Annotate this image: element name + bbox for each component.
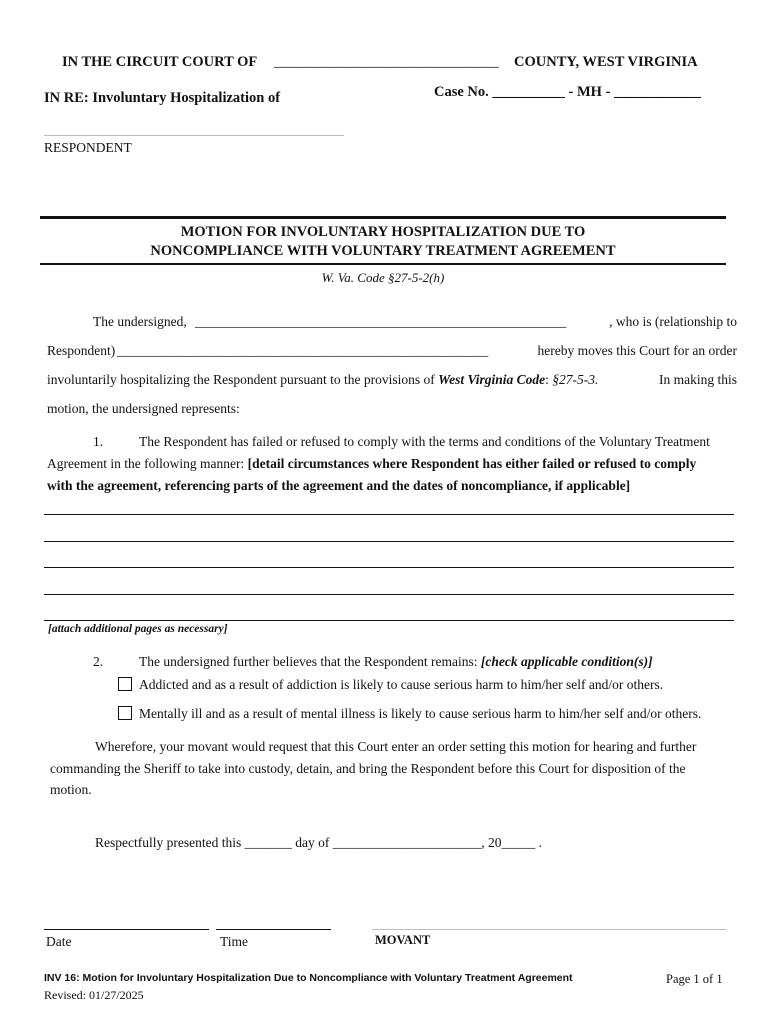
answer-line-2[interactable] (44, 541, 734, 542)
answer-line-1[interactable] (44, 514, 734, 515)
wv-code-ref: West Virginia Code (438, 372, 546, 387)
item-2-number: 2. (93, 654, 104, 669)
footer-form-title: INV 16: Motion for Involuntary Hospitalization Due to Noncompliance with Voluntary Treatment Agreement (44, 972, 573, 984)
movant-signature-line[interactable] (372, 929, 726, 930)
time-label: Time (220, 934, 249, 949)
section-ref: §27-5-3. (552, 372, 599, 387)
title-top-rule (40, 216, 726, 219)
checkbox-addicted[interactable] (118, 677, 132, 691)
in-re-line: IN RE: Involuntary Hospitalization of (44, 90, 281, 106)
item-1-number: 1. (93, 434, 104, 449)
respondent-name-line[interactable] (44, 135, 344, 136)
wherefore-line-1: Wherefore, your movant would request that this Court enter an order setting this motion for hearing and further (95, 739, 697, 754)
item-2-instruction: [check applicable condition(s)] (480, 654, 653, 669)
relationship-blank[interactable]: _______________________________________________________ (117, 343, 489, 358)
court-line-left: IN THE CIRCUIT COURT OF (62, 54, 258, 70)
intro-line-1-start: The undersigned, (93, 314, 187, 329)
answer-line-4[interactable] (44, 594, 734, 595)
item-1-bold-b: with the agreement, referencing parts of the agreement and the dates of noncompliance, if applicable] (47, 478, 631, 493)
court-line-right: COUNTY, WEST VIRGINIA (514, 54, 698, 70)
presented-line[interactable]: Respectfully presented this _______ day of ______________________, 20_____ . (95, 835, 542, 850)
intro-line-4: motion, the undersigned represents: (47, 401, 240, 416)
item-2-text: The undersigned further believes that the Respondent remains: (139, 654, 478, 669)
intro-line-3 (47, 372, 598, 388)
time-line[interactable] (216, 929, 331, 930)
answer-line-3[interactable] (44, 567, 734, 568)
intro-line-3-end: In making this (659, 372, 737, 387)
option-addicted: Addicted and as a result of addiction is likely to cause serious harm to him/her self and/or others. (139, 677, 664, 692)
item-1-text-b: Agreement in the following manner: (47, 456, 245, 471)
item-1-text-a: The Respondent has failed or refused to comply with the terms and conditions of the Voluntary Treatment (139, 434, 710, 449)
petitioner-name-blank[interactable]: _______________________________________________________ (195, 314, 567, 329)
attach-note: [attach additional pages as necessary] (48, 623, 228, 635)
intro-line-3-start: involuntarily hospitalizing the Respondent pursuant to the provisions of (47, 372, 435, 387)
title-line-1: MOTION FOR INVOLUNTARY HOSPITALIZATION DUE TO (180, 224, 586, 240)
answer-line-5[interactable] (44, 620, 734, 621)
respondent-label: RESPONDENT (44, 140, 132, 155)
date-line[interactable] (44, 929, 209, 930)
item-1-line-2 (47, 456, 696, 472)
item-1-bold-a: [detail circumstances where Respondent has either failed or refused to comply (247, 456, 697, 471)
code-citation: W. Va. Code §27-5-2(h) (321, 270, 445, 285)
item-2-line (139, 654, 653, 670)
option-mentally-ill: Mentally ill and as a result of mental illness is likely to cause serious harm to him/her self and/or others. (139, 706, 702, 721)
title-line-2: NONCOMPLIANCE WITH VOLUNTARY TREATMENT AGREEMENT (150, 243, 616, 259)
checkbox-mentally-ill[interactable] (118, 706, 132, 720)
footer-page-number: Page 1 of 1 (666, 972, 723, 986)
intro-line-3-colon: : (545, 372, 549, 387)
footer-revised: Revised: 01/27/2025 (44, 988, 144, 1002)
intro-line-2-end: hereby moves this Court for an order (537, 343, 737, 358)
wherefore-line-3: motion. (50, 782, 92, 797)
intro-line-1-end: , who is (relationship to (609, 314, 737, 329)
wherefore-line-2: commanding the Sheriff to take into custody, detain, and bring the Respondent before this Court for disposition of the (50, 761, 686, 776)
movant-label: MOVANT (375, 933, 431, 947)
county-blank[interactable]: _______________________________ (274, 54, 499, 70)
title-bottom-rule (40, 263, 726, 265)
date-label: Date (46, 934, 72, 949)
case-number[interactable]: Case No. __________ - MH - ____________ (434, 84, 702, 100)
intro-line-2-start: Respondent) (47, 343, 116, 358)
